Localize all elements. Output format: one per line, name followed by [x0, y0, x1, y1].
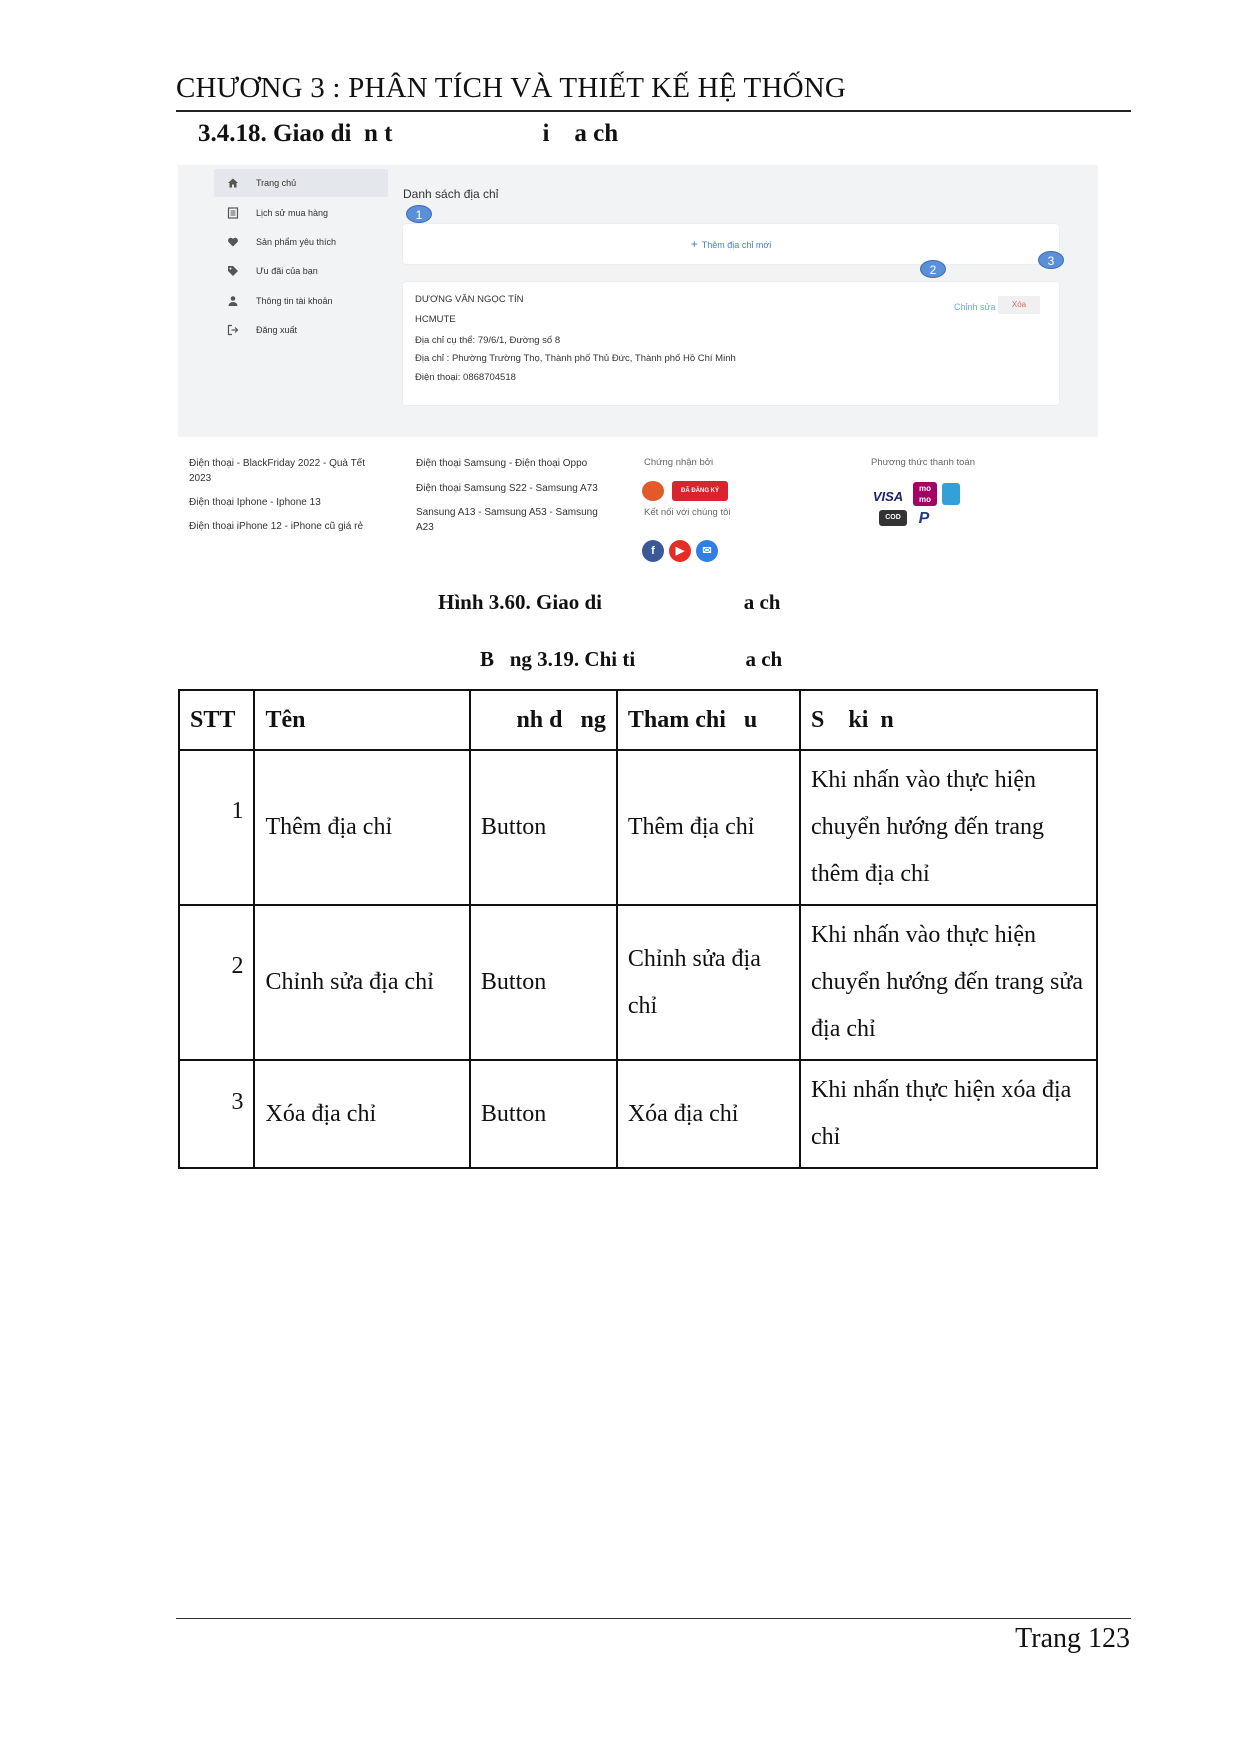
connect-heading: Kết nối với chúng tôi [644, 507, 731, 518]
row-name: Xóa địa chỉ [254, 1060, 469, 1168]
add-address-button[interactable] [403, 237, 1059, 251]
chapter-header: CHƯƠNG 3 : PHÂN TÍCH VÀ THIẾT KẾ HỆ THỐNG [176, 72, 847, 104]
row-stt: 3 [179, 1060, 254, 1168]
table-row [179, 905, 1097, 1060]
row-event: Khi nhấn vào thực hiện chuyển hướng đến trang sửa địa chỉ [800, 905, 1097, 1060]
row-name: Chỉnh sửa địa chỉ [254, 905, 469, 1060]
header-stt: STT [179, 690, 254, 750]
sidebar-item-history[interactable] [214, 199, 388, 227]
tag-icon [226, 264, 240, 278]
row-stt: 2 [179, 905, 254, 1060]
address-company: HCMUTE [415, 314, 456, 325]
list-icon [226, 206, 240, 220]
row-event: Khi nhấn vào thực hiện chuyển hướng đến trang thêm địa chỉ [800, 750, 1097, 905]
address-list-title: Danh sách địa chỉ [403, 187, 499, 201]
footer-link[interactable]: Điện thoại Samsung - Điện thoại Oppo [416, 458, 588, 469]
sidebar-item-favorites[interactable] [214, 228, 388, 256]
address-list-screenshot [178, 165, 1098, 563]
heart-icon [226, 235, 240, 249]
header-type: nh d ng [470, 690, 617, 750]
row-stt: 1 [179, 750, 254, 905]
add-address-label: Thêm địa chỉ mới [701, 240, 772, 250]
header-reference: Tham chi u [617, 690, 800, 750]
home-icon [226, 176, 240, 190]
sidebar-item-label: Thông tin tài khoản [256, 296, 333, 306]
row-name: Thêm địa chỉ [254, 750, 469, 905]
delete-address-button[interactable]: Xóa [998, 296, 1040, 314]
header-event: S ki n [800, 690, 1097, 750]
site-footer [178, 437, 1098, 563]
sidebar-item-home[interactable] [214, 169, 388, 197]
footer-link[interactable]: Điện thoại iPhone 12 - iPhone cũ giá rẻ [189, 521, 364, 532]
certification-seal-icon [642, 481, 664, 501]
youtube-icon[interactable]: ▶ [669, 540, 691, 562]
section-title: 3.4.18. Giao di n t i a ch [198, 120, 619, 147]
address-card [403, 282, 1059, 405]
row-event: Khi nhấn thực hiện xóa địa chỉ [800, 1060, 1097, 1168]
user-icon [226, 294, 240, 308]
page-number: Trang 123 [1015, 1623, 1130, 1654]
row-type: Button [470, 905, 617, 1060]
add-address-box[interactable] [403, 224, 1059, 264]
footer-link[interactable]: Điện thoại Samsung S22 - Samsung A73 [416, 483, 598, 494]
edit-address-button[interactable]: Chỉnh sửa [954, 302, 996, 312]
visa-icon: VISA [872, 489, 904, 504]
figure-caption: Hình 3.60. Giao di a ch [438, 590, 781, 614]
row-type: Button [470, 750, 617, 905]
momo-icon: mo mo [913, 482, 937, 506]
header-rule [176, 110, 1131, 112]
header-name: Tên [254, 690, 469, 750]
callout-1: 1 [406, 205, 432, 223]
row-type: Button [470, 1060, 617, 1168]
table-caption: B ng 3.19. Chi ti a ch [480, 647, 783, 671]
footer-rule [176, 1618, 1131, 1619]
facebook-icon[interactable]: f [642, 540, 664, 562]
address-detail: Địa chỉ cụ thể: 79/6/1, Đường số 8 [415, 335, 561, 346]
footer-link[interactable]: Điện thoại - BlackFriday 2022 - Quà Tết 2023 [189, 458, 366, 484]
address-name: DƯƠNG VĂN NGỌC TÍN [415, 294, 524, 305]
sidebar-item-label: Lịch sử mua hàng [256, 208, 329, 218]
zalopay-icon [942, 483, 960, 505]
sidebar-item-offers[interactable] [214, 257, 388, 285]
footer-link[interactable]: Sansung A13 - Samsung A53 - Samsung A23 [416, 507, 598, 533]
row-reference: Chỉnh sửa địa chỉ [617, 905, 800, 1060]
messenger-icon[interactable]: ✉ [696, 540, 718, 562]
paypal-icon: P [918, 510, 930, 527]
spec-table [178, 689, 1098, 1169]
table-row [179, 750, 1097, 905]
sidebar-item-label: Ưu đãi của bạn [256, 266, 318, 276]
sidebar-item-account[interactable] [214, 287, 388, 315]
callout-2: 2 [920, 260, 946, 278]
table-header-row [179, 690, 1097, 750]
row-reference: Thêm địa chỉ [617, 750, 800, 905]
sidebar-item-logout[interactable] [214, 316, 388, 344]
address-phone: Điện thoại: 0868704518 [415, 372, 516, 383]
sidebar-item-label: Sản phẩm yêu thích [256, 237, 337, 247]
payment-heading: Phương thức thanh toán [871, 457, 975, 468]
sidebar-item-label: Trang chủ [256, 178, 297, 188]
table-row [179, 1060, 1097, 1168]
logout-icon [226, 323, 240, 337]
row-reference: Xóa địa chỉ [617, 1060, 800, 1168]
sidebar-item-label: Đăng xuất [256, 325, 298, 335]
certified-heading: Chứng nhận bởi [644, 457, 714, 468]
footer-link[interactable]: Điện thoại Iphone - Iphone 13 [189, 497, 321, 508]
plus-icon: + [690, 237, 698, 251]
registered-badge: ĐÃ ĐĂNG KÝ [672, 481, 728, 501]
address-full: Địa chỉ : Phường Trường Thọ, Thành phố Thủ Đức, Thành phố Hồ Chí Minh [415, 353, 736, 364]
cod-icon: COD [879, 510, 907, 526]
callout-3: 3 [1038, 251, 1064, 269]
